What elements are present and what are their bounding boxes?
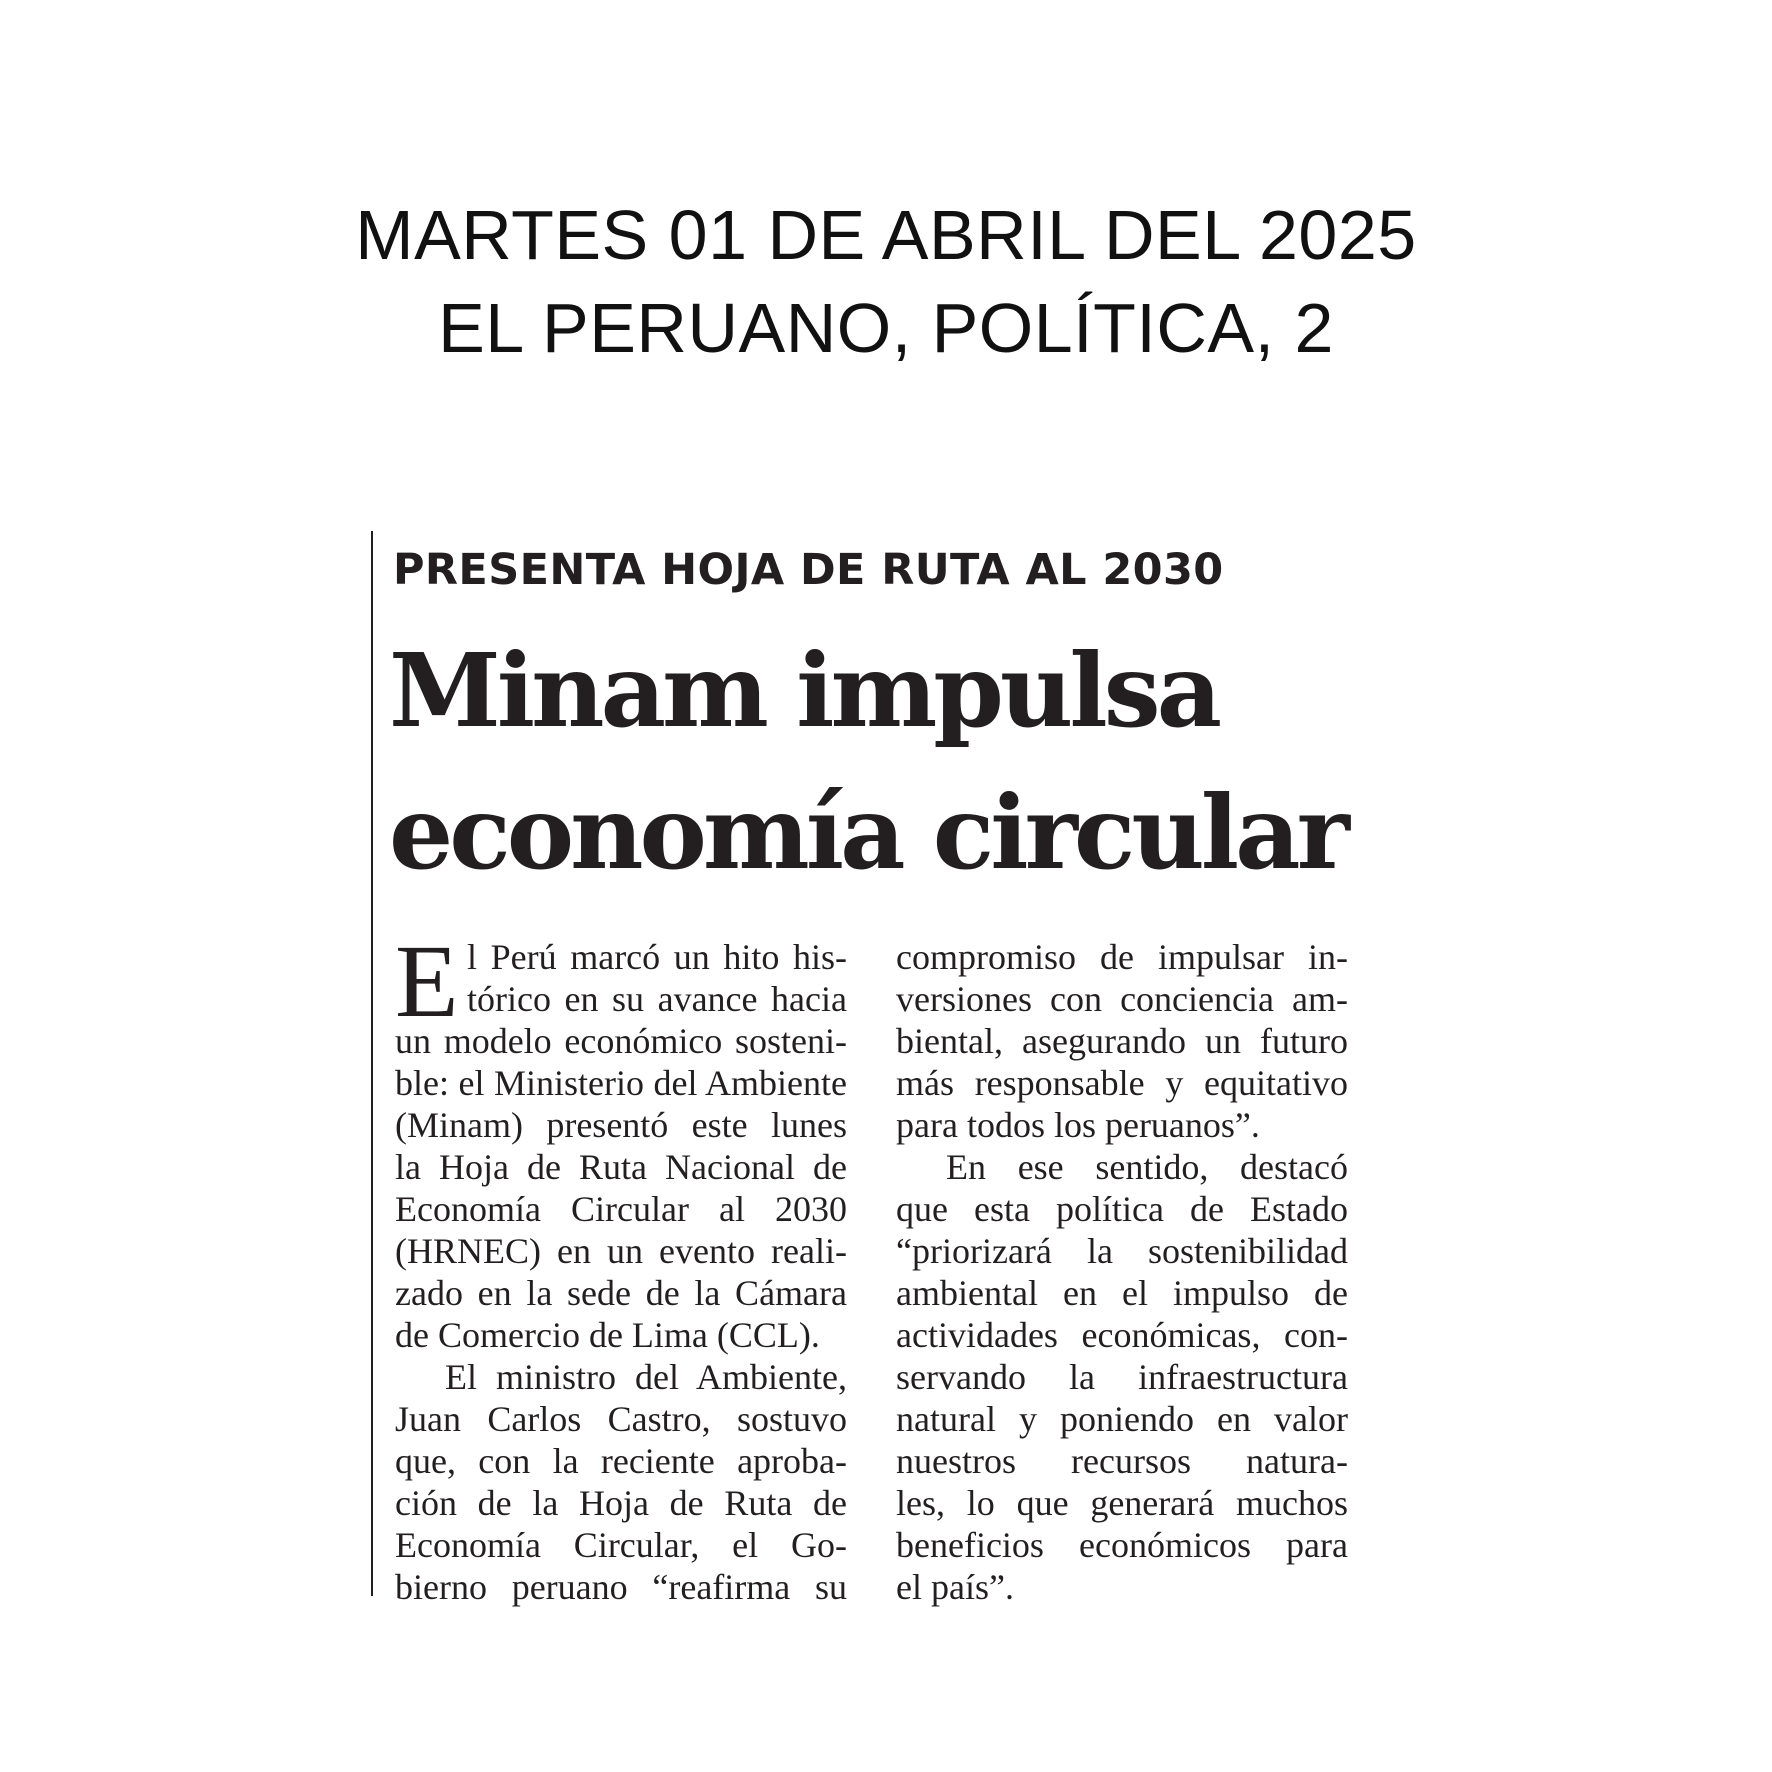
body-line: versiones con conciencia am- — [896, 979, 1348, 1019]
headline-line: economía circular — [389, 773, 1346, 892]
article-column-left — [395, 924, 847, 1608]
body-line: Economía Circular, el Go- — [395, 1525, 847, 1565]
body-line: ción de la Hoja de Ruta de — [395, 1483, 847, 1523]
headline-line: Minam impulsa — [389, 631, 1219, 750]
body-line: para todos los peruanos”. — [896, 1105, 1260, 1145]
body-line: El ministro del Ambiente, — [445, 1357, 847, 1397]
body-line: natural y poniendo en valor — [896, 1399, 1348, 1439]
body-line: de Comercio de Lima (CCL). — [395, 1315, 820, 1355]
body-line: ble: el Ministerio del Ambiente — [395, 1063, 847, 1103]
column-rule — [371, 531, 373, 1596]
body-line: que, con la reciente aproba- — [395, 1441, 847, 1481]
body-line: compromiso de impulsar in- — [896, 937, 1348, 977]
body-line: ambiental en el impulso de — [896, 1273, 1348, 1313]
body-line: más responsable y equitativo — [896, 1063, 1348, 1103]
article-column-right — [896, 936, 1348, 1608]
body-line: beneficios económicos para — [896, 1525, 1348, 1565]
body-line: En ese sentido, destacó — [946, 1147, 1348, 1187]
body-line: bierno peruano “reafirma su — [395, 1567, 847, 1607]
body-line: Economía Circular al 2030 — [395, 1189, 847, 1229]
body-line: les, lo que generará muchos — [896, 1483, 1348, 1523]
body-line: (HRNEC) en un evento reali- — [395, 1231, 847, 1271]
body-line: Juan Carlos Castro, sostuvo — [395, 1399, 847, 1439]
body-line: “priorizará la sostenibilidad — [896, 1231, 1348, 1271]
body-line: nuestros recursos natura- — [896, 1441, 1348, 1481]
body-line: tórico en su avance hacia — [467, 979, 847, 1019]
body-line: (Minam) presentó este lunes — [395, 1105, 847, 1145]
body-line: la Hoja de Ruta Nacional de — [395, 1147, 847, 1187]
body-line: servando la infraestructura — [896, 1357, 1348, 1397]
clipping-source: EL PERUANO, POLÍTICA, 2 — [438, 289, 1334, 367]
body-line: biental, asegurando un futuro — [896, 1021, 1348, 1061]
body-line: que esta política de Estado — [896, 1189, 1348, 1229]
clipping-date: MARTES 01 DE ABRIL DEL 2025 — [355, 196, 1417, 274]
article-kicker: PRESENTA HOJA DE RUTA AL 2030 — [393, 545, 1224, 595]
body-line: el país”. — [896, 1567, 1014, 1607]
article-headline — [389, 620, 1346, 904]
body-line: un modelo económico sosteni- — [395, 1021, 847, 1061]
body-line: l Perú marcó un hito his- — [467, 937, 847, 977]
body-line: actividades económicas, con- — [896, 1315, 1348, 1355]
body-line: zado en la sede de la Cámara — [395, 1273, 847, 1313]
drop-cap-block — [395, 924, 847, 1039]
drop-cap: E — [395, 924, 459, 1039]
